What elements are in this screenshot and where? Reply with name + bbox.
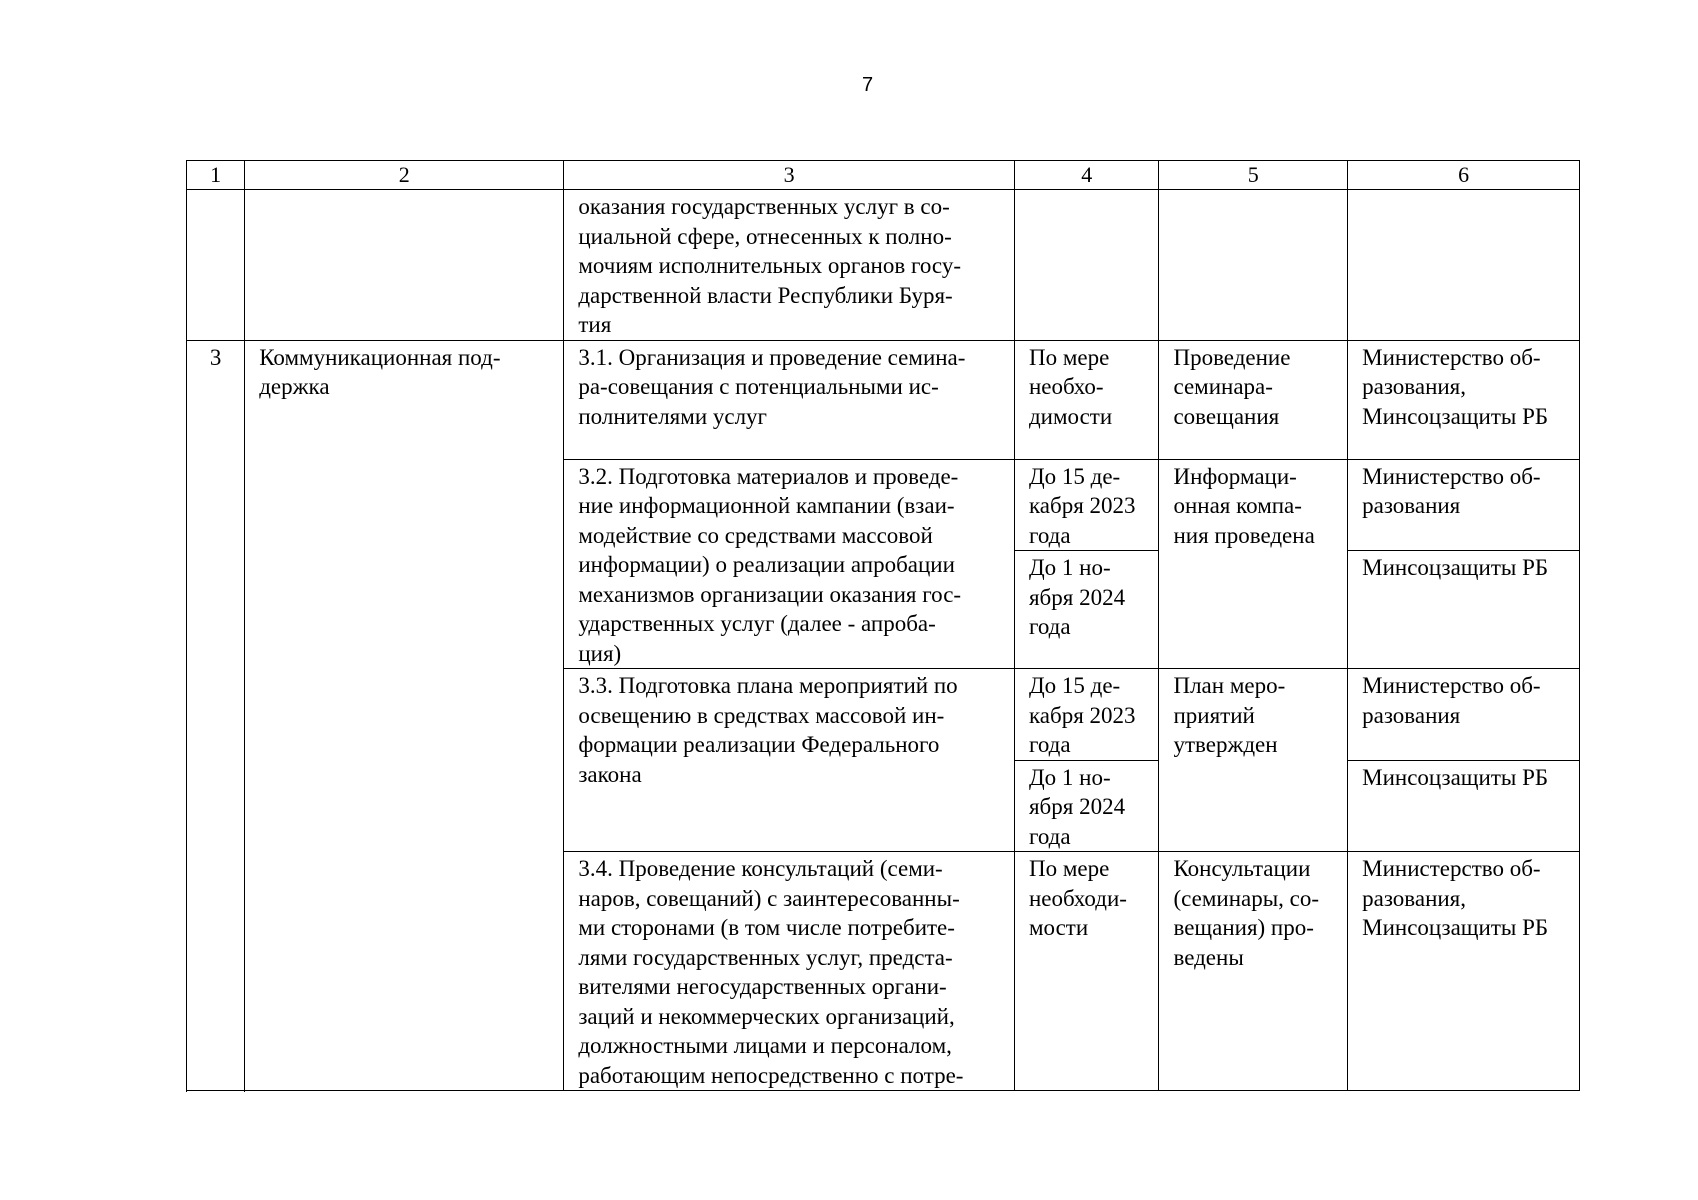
task-3-2-deadline-b: До 1 но- ября 2024 года <box>1014 551 1159 669</box>
header-col-6: 6 <box>1348 161 1580 190</box>
task-3-1-result: Проведение семинара- совещания <box>1159 340 1348 459</box>
header-col-4: 4 <box>1014 161 1159 190</box>
task-3-1-responsible: Министерство об- разования, Минсоцзащиты РБ <box>1348 340 1580 459</box>
cont-cell-6 <box>1348 190 1580 341</box>
task-3-4-deadline: По мере необходи- мости <box>1014 852 1159 1091</box>
header-col-1: 1 <box>187 161 245 190</box>
task-3-3-text: 3.3. Подготовка плана мероприятий по освещению в средствах массовой ин- формации реализации Федерального закона <box>564 669 1015 852</box>
task-3-2-deadline-a: До 15 де- кабря 2023 года <box>1014 459 1159 551</box>
header-col-5: 5 <box>1159 161 1348 190</box>
section-number: 3 <box>187 340 245 1091</box>
section-name: Коммуникационная под- держка <box>245 340 564 1091</box>
cont-cell-1 <box>187 190 245 341</box>
task-3-4-responsible: Министерство об- разования, Минсоцзащиты РБ <box>1348 852 1580 1091</box>
measures-table <box>186 160 1580 1091</box>
header-col-3: 3 <box>564 161 1015 190</box>
task-3-3-deadline-b: До 1 но- ября 2024 года <box>1014 760 1159 852</box>
continuation-row <box>187 190 1580 341</box>
task-3-2-responsible-a: Министерство об- разования <box>1348 459 1580 551</box>
task-3-3-result: План меро- приятий утвержден <box>1159 669 1348 852</box>
task-3-3-responsible-b: Минсоцзащиты РБ <box>1348 760 1580 852</box>
task-3-2-responsible-b: Минсоцзащиты РБ <box>1348 551 1580 669</box>
task-3-2-text: 3.2. Подготовка материалов и проведе- ние информационной кампании (взаи- модействие со средствами массовой информации) о реализации апробации механизмов организации оказания гос- ударственных услуг (далее - апроба- ция) <box>564 459 1015 669</box>
page-number: 7 <box>861 74 874 96</box>
task-3-4-text: 3.4. Проведение консультаций (семи- наров, совещаний) с заинтересованны- ми сторонами (в том числе потребите- лями государственных услуг, предста- вителями негосударственных органи- заций и некоммерческих организаций, должностными лицами и персоналом, работающим непосредственно с потре- <box>564 852 1015 1091</box>
task-3-4-result: Консультации (семинары, со- вещания) про- ведены <box>1159 852 1348 1091</box>
task-3-1-text: 3.1. Организация и проведение семина- ра-совещания с потенциальными ис- полнителями услуг <box>564 340 1015 459</box>
header-row <box>187 161 1580 190</box>
task-3-1-deadline: По мере необхо- димости <box>1014 340 1159 459</box>
task-3-3-deadline-a: До 15 де- кабря 2023 года <box>1014 669 1159 761</box>
task-3-2-result: Информаци- онная компа- ния проведена <box>1159 459 1348 669</box>
task-3-3-responsible-a: Министерство об- разования <box>1348 669 1580 761</box>
cont-cell-2 <box>245 190 564 341</box>
header-col-2: 2 <box>245 161 564 190</box>
cont-cell-5 <box>1159 190 1348 341</box>
cont-cell-4 <box>1014 190 1159 341</box>
cont-task-text: оказания государственных услуг в со- циальной сфере, отнесенных к полно- мочиям исполнительных органов госу- дарственной власти Республики Буря- тия <box>564 190 1015 341</box>
task-row-3-1 <box>187 340 1580 459</box>
